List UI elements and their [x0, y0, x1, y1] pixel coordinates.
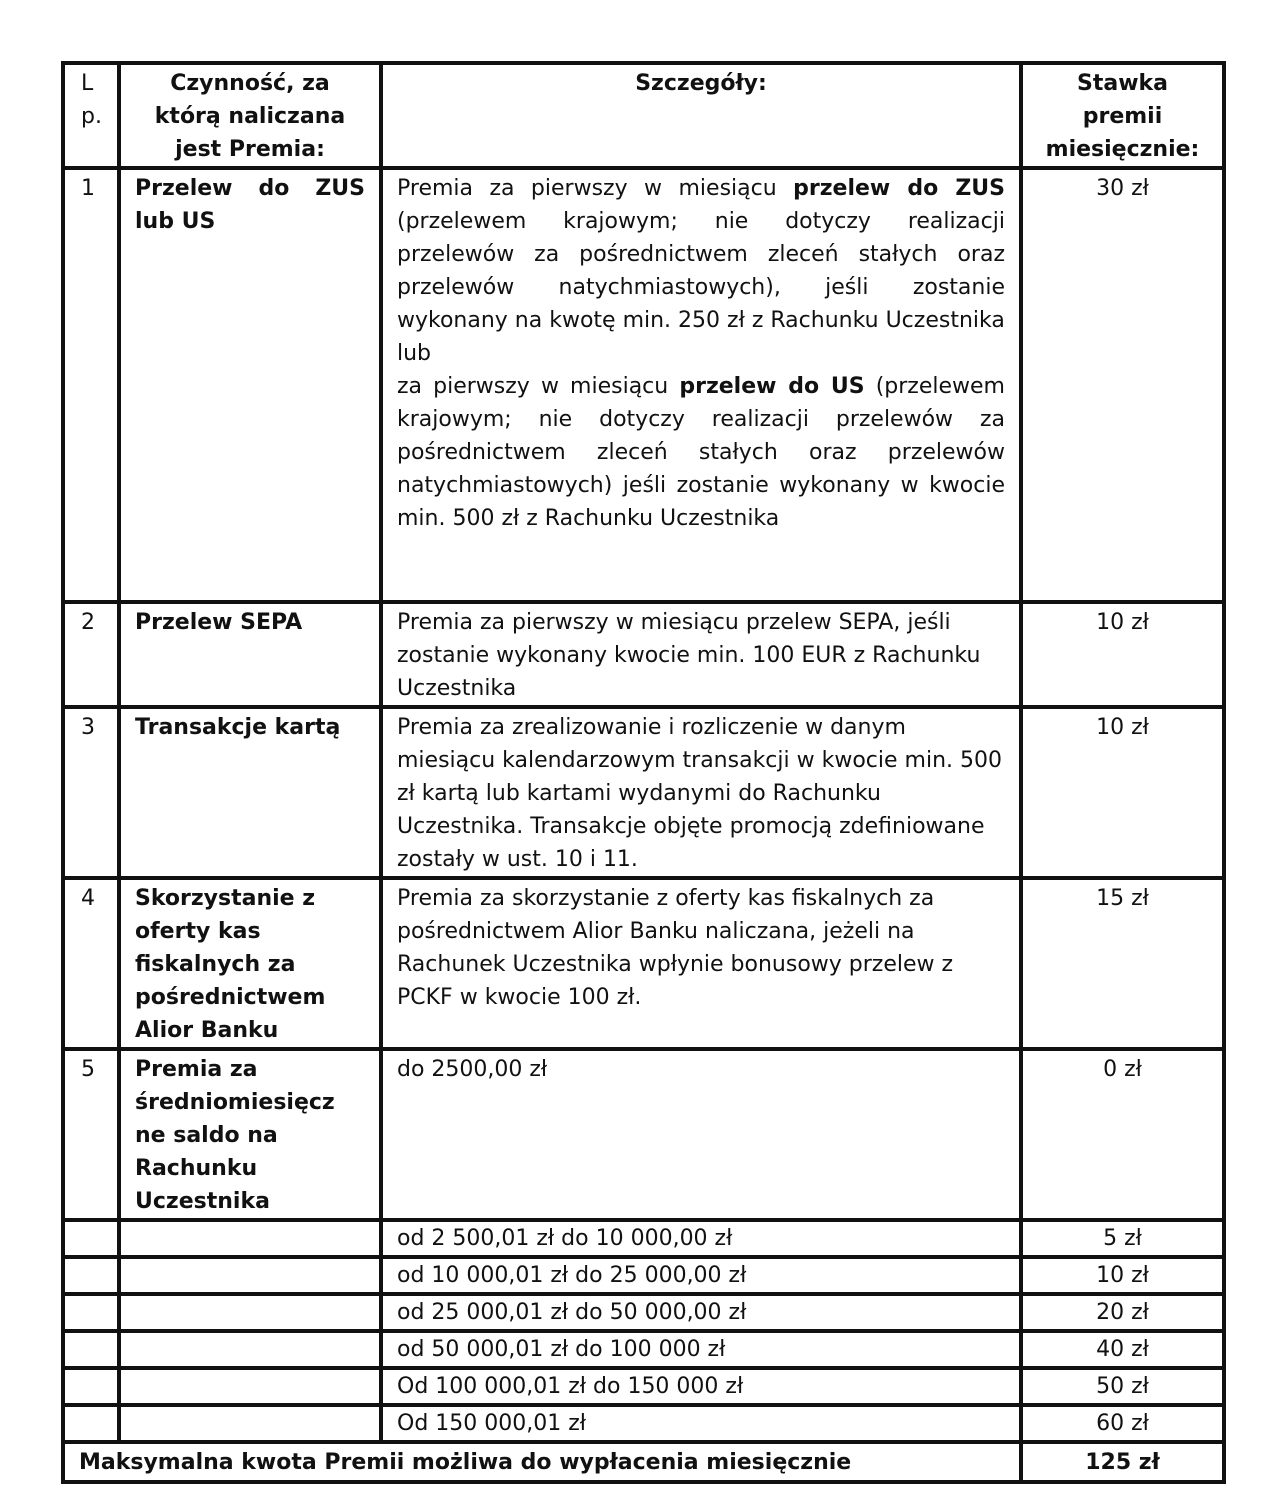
tier-empty-lp [63, 1257, 119, 1294]
row-details: Premia za zrealizowanie i rozliczenie w danym miesiącu kalendarzowym transakcji w kwocie min. 500 zł kartą lub kartami wydanymi do Rachunku Uczestnika. Transakcje objęte promocją zdefiniowane zostały w ust. 10 i 11. [381, 707, 1021, 878]
tier-row [63, 1294, 1224, 1331]
row-number: 5 [63, 1049, 119, 1220]
activity-line: Uczestnika [135, 1189, 270, 1214]
row-details: Premia za pierwszy w miesiącu przelew SEPA, jeśli zostanie wykonany kwocie min. 100 EUR z Rachunku Uczestnika [381, 602, 1021, 707]
row-rate: 15 zł [1021, 878, 1224, 1049]
details-paragraph-zus [397, 172, 1005, 337]
tier-empty-activity [119, 1257, 381, 1294]
total-label: Maksymalna kwota Premii możliwa do wypłacenia miesięcznie [63, 1442, 1021, 1482]
tier-rate: 20 zł [1021, 1294, 1224, 1331]
row-number: 3 [63, 707, 119, 878]
row-rate: 10 zł [1021, 602, 1224, 707]
tier-range: od 25 000,01 zł do 50 000,00 zł [381, 1294, 1021, 1331]
table-row [63, 707, 1224, 878]
row-activity: Przelew SEPA [119, 602, 381, 707]
tier-range: od 10 000,01 zł do 25 000,00 zł [381, 1257, 1021, 1294]
tier-range: Od 100 000,01 zł do 150 000 zł [381, 1368, 1021, 1405]
row-number: 1 [63, 168, 119, 602]
tier-range: od 2 500,01 zł do 10 000,00 zł [381, 1220, 1021, 1257]
row-details: Premia za skorzystanie z oferty kas fiskalnych za pośrednictwem Alior Banku naliczana, jeżeli na Rachunek Uczestnika wpłynie bonusowy przelew z PCKF w kwocie 100 zł. [381, 878, 1021, 1049]
header-lp: L p. [63, 63, 119, 168]
details-text: za pierwszy w miesiącu [397, 374, 680, 399]
total-value: 125 zł [1021, 1442, 1224, 1482]
tier-empty-lp [63, 1220, 119, 1257]
header-details: Szczegóły: [381, 63, 1021, 168]
row-number: 4 [63, 878, 119, 1049]
details-text: (przelewem krajowym; nie dotyczy realizacji przelewów za pośrednictwem zleceń stałych oraz przelewów natychmiastowych), jeśli zostanie wykonany na kwotę min. 250 zł z Rachunku Uczestnika [397, 209, 1005, 333]
tier-rate: 10 zł [1021, 1257, 1224, 1294]
tier-range: od 50 000,01 zł do 100 000 zł [381, 1331, 1021, 1368]
tier-row [63, 1220, 1224, 1257]
tier-empty-activity [119, 1220, 381, 1257]
table-row [63, 1049, 1224, 1220]
details-text: Premia za pierwszy w miesiącu [397, 176, 794, 201]
tier-rate: 50 zł [1021, 1368, 1224, 1405]
tier-rate: 40 zł [1021, 1331, 1224, 1368]
tier-rate: 5 zł [1021, 1220, 1224, 1257]
tier-empty-lp [63, 1331, 119, 1368]
table-row [63, 878, 1224, 1049]
table-row [63, 168, 1224, 602]
tier-row [63, 1257, 1224, 1294]
activity-line: ne saldo na [135, 1123, 278, 1148]
row-activity: Transakcje kartą [119, 707, 381, 878]
tier-empty-activity [119, 1368, 381, 1405]
details-bold-text: przelew do US [679, 374, 865, 399]
tier-row [63, 1405, 1224, 1442]
total-row [63, 1442, 1224, 1482]
header-row [63, 63, 1224, 168]
table-row [63, 602, 1224, 707]
activity-line: średniomiesięcz [135, 1090, 335, 1115]
tier-range: Od 150 000,01 zł [381, 1405, 1021, 1442]
tier-empty-activity [119, 1331, 381, 1368]
row-activity: Skorzystanie z oferty kas fiskalnych za pośrednictwem Alior Banku [119, 878, 381, 1049]
details-or: lub [397, 341, 432, 366]
details-bold-text: przelew do ZUS [793, 176, 1006, 201]
row-rate: 30 zł [1021, 168, 1224, 602]
header-rate: Stawka premii miesięcznie: [1021, 63, 1224, 168]
header-activity: Czynność, za którą naliczana jest Premia: [119, 63, 381, 168]
tier-empty-activity [119, 1294, 381, 1331]
tier-empty-lp [63, 1368, 119, 1405]
activity-line: Premia za [135, 1057, 258, 1082]
row-rate: 0 zł [1021, 1049, 1224, 1220]
tier-empty-activity [119, 1405, 381, 1442]
row-details: do 2500,00 zł [381, 1049, 1021, 1220]
tier-rate: 60 zł [1021, 1405, 1224, 1442]
tier-row [63, 1368, 1224, 1405]
tier-empty-lp [63, 1405, 119, 1442]
row-rate: 10 zł [1021, 707, 1224, 878]
tier-row [63, 1331, 1224, 1368]
row-number: 2 [63, 602, 119, 707]
tier-empty-lp [63, 1294, 119, 1331]
details-paragraph-us [397, 370, 1005, 535]
row-details [381, 168, 1021, 602]
premia-table [61, 61, 1226, 1484]
row-activity: Przelew do ZUS lub US [119, 168, 381, 602]
row-activity [119, 1049, 381, 1220]
details-text: (przelewem krajowym; nie dotyczy realizacji przelewów za pośrednictwem zleceń stałych oraz przelewów natychmiastowych) jeśli zostanie wykonany w kwocie min. 500 zł z Rachunku Uczestnika [397, 374, 1005, 531]
activity-line: Rachunku [135, 1156, 258, 1181]
